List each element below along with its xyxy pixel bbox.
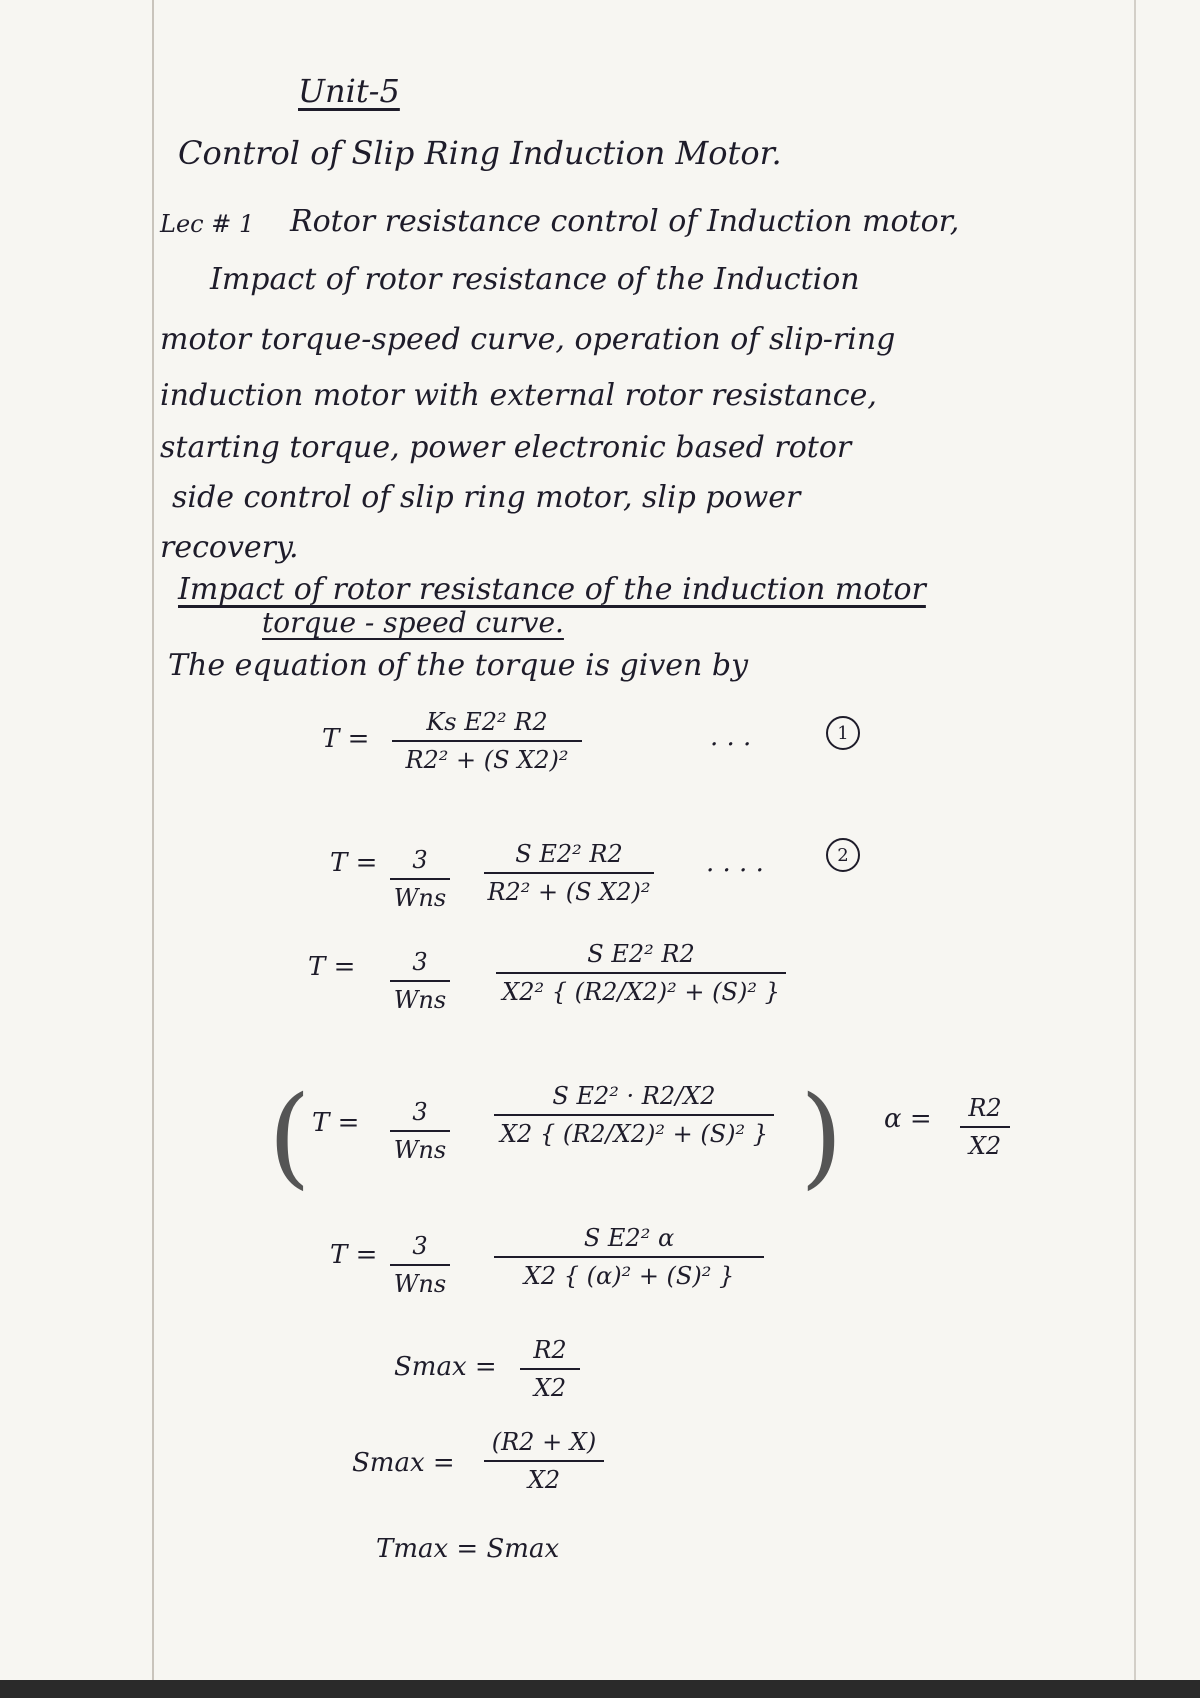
fraction-bar — [484, 872, 654, 874]
eq3-lhs: T = — [308, 952, 356, 982]
eq4-numerator: S E2² · R2/X2 — [552, 1082, 716, 1110]
eq2-numerator: S E2² R2 — [515, 840, 623, 868]
fraction-bar — [494, 1114, 774, 1116]
fraction-bar — [484, 1460, 604, 1462]
eq5-fraction — [494, 1224, 764, 1290]
page-title: Control of Slip Ring Induction Motor. — [178, 134, 782, 172]
smax2-fraction — [484, 1428, 604, 1494]
smax1-lhs: Smax = — [394, 1352, 497, 1382]
lecture-topic: Rotor resistance control of Induction motor, — [290, 204, 960, 239]
eq4-constant-den: Wns — [393, 1136, 447, 1164]
alpha-fraction — [960, 1094, 1010, 1160]
fraction-bar — [520, 1368, 580, 1370]
alpha-denominator: X2 — [968, 1132, 1002, 1160]
eq4-denominator: X2 { (R2/X2)² + (S)² } — [499, 1120, 769, 1148]
alpha-lhs: α = — [884, 1104, 932, 1134]
eq1-numerator: Ks E2² R2 — [426, 708, 548, 736]
eq4-constant — [390, 1098, 450, 1164]
eq2-constant — [390, 846, 450, 912]
eq3-numerator: S E2² R2 — [587, 940, 695, 968]
eq2-constant-num: 3 — [412, 846, 428, 874]
eq4-fraction — [494, 1082, 774, 1148]
eq3-constant-num: 3 — [412, 948, 428, 976]
smax1-numerator: R2 — [533, 1336, 567, 1364]
smax2-lhs: Smax = — [352, 1448, 455, 1478]
overview-line: side control of slip ring motor, slip power — [172, 480, 801, 515]
section-heading — [178, 572, 926, 607]
eq5-constant — [390, 1232, 450, 1298]
overview-line: starting torque, power electronic based rotor — [160, 430, 852, 465]
torque-intro: The equation of the torque is given by — [168, 648, 749, 683]
fraction-bar — [494, 1256, 764, 1258]
overview-line: induction motor with external rotor resistance, — [160, 378, 877, 413]
eq1-dots: . . . — [710, 722, 752, 752]
eq1-fraction — [392, 708, 582, 774]
bottom-edge — [0, 1680, 1200, 1698]
eq5-denominator: X2 { (α)² + (S)² } — [523, 1262, 735, 1290]
section-heading-text: Impact of rotor resistance of the induction motor — [178, 572, 926, 607]
eq2-fraction — [484, 840, 654, 906]
eq4-lhs: T = — [312, 1108, 360, 1138]
eq2-lhs: T = — [330, 848, 378, 878]
overview-line: Impact of rotor resistance of the Induction — [210, 262, 860, 297]
eq4-constant-num: 3 — [412, 1098, 428, 1126]
eq5-constant-den: Wns — [393, 1270, 447, 1298]
eq3-denominator: X2² { (R2/X2)² + (S)² } — [502, 978, 780, 1006]
smax1-denominator: X2 — [533, 1374, 567, 1402]
eq3-fraction — [496, 940, 786, 1006]
fraction-bar — [390, 1264, 450, 1266]
eq1-lhs: T = — [322, 724, 370, 754]
fraction-bar — [390, 1130, 450, 1132]
eq3-constant-den: Wns — [393, 986, 447, 1014]
eq2-dots: . . . . — [706, 848, 764, 878]
eq3-constant — [390, 948, 450, 1014]
eq5-numerator: S E2² α — [583, 1224, 675, 1252]
eq1-denominator: R2² + (S X2)² — [405, 746, 569, 774]
eq5-lhs: T = — [330, 1240, 378, 1270]
margin-line — [152, 0, 154, 1698]
fraction-bar — [496, 972, 786, 974]
fraction-bar — [390, 878, 450, 880]
lecture-label: Lec # 1 — [160, 210, 255, 238]
eq1-number-circle: 1 — [826, 716, 860, 750]
smax2-numerator: (R2 + X) — [491, 1428, 597, 1456]
fraction-bar — [392, 740, 582, 742]
right-margin-line — [1134, 0, 1136, 1698]
tmax-equation: Tmax = Smax — [376, 1534, 560, 1564]
alpha-numerator: R2 — [968, 1094, 1002, 1122]
fraction-bar — [390, 980, 450, 982]
unit-heading: Unit-5 — [298, 72, 400, 110]
smax1-fraction — [520, 1336, 580, 1402]
section-heading-cont: torque - speed curve. — [262, 606, 564, 639]
overview-line: recovery. — [160, 530, 299, 565]
smax2-denominator: X2 — [527, 1466, 561, 1494]
overview-line: motor torque-speed curve, operation of slip-ring — [160, 322, 896, 357]
eq2-constant-den: Wns — [393, 884, 447, 912]
right-paren: ) — [800, 1072, 843, 1200]
eq5-constant-num: 3 — [412, 1232, 428, 1260]
fraction-bar — [960, 1126, 1010, 1128]
left-paren: ( — [268, 1072, 311, 1200]
eq2-number-circle: 2 — [826, 838, 860, 872]
eq2-denominator: R2² + (S X2)² — [487, 878, 651, 906]
